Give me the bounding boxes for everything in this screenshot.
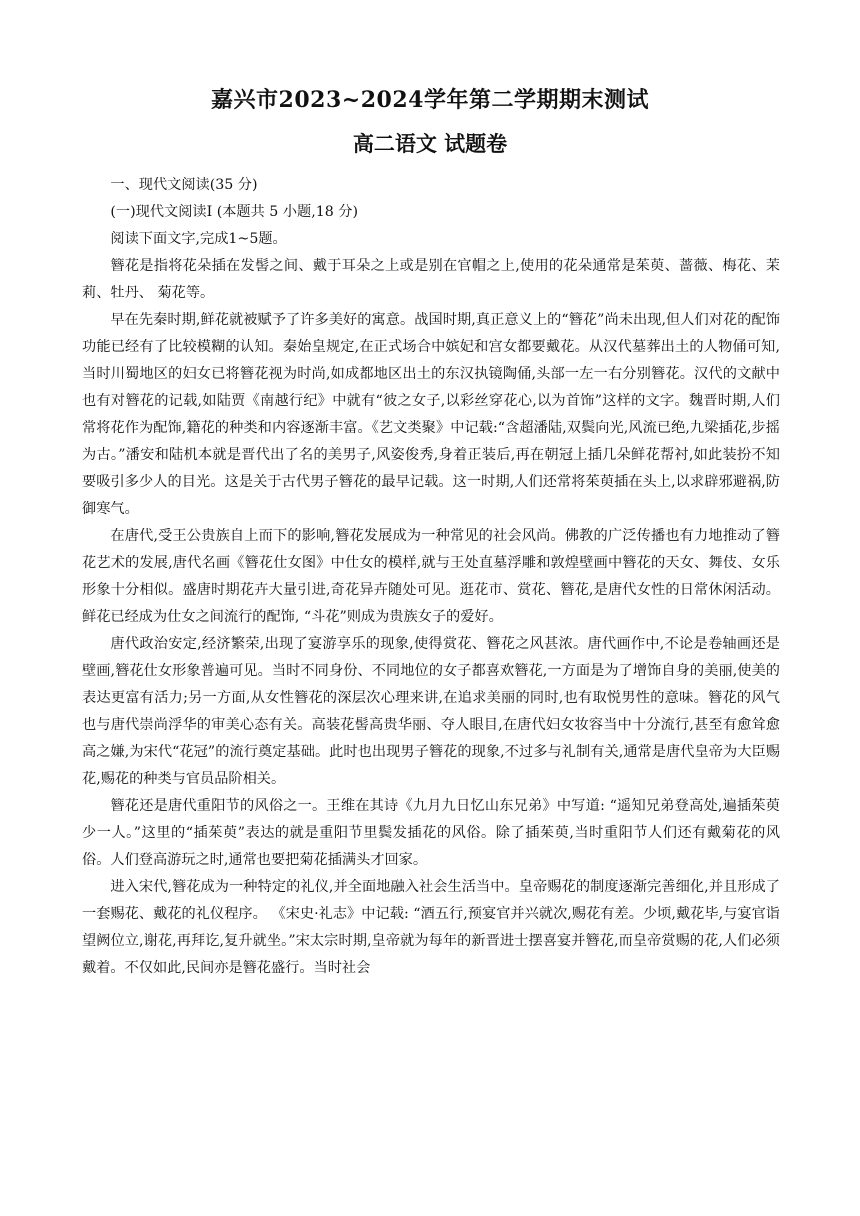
paragraph-6: 进入宋代,簪花成为一种特定的礼仪,并全面地融入社会生活当中。皇帝赐花的制度逐渐完善细化,并且形成了一套赐花、戴花的礼仪程序。 《宋史·礼志》中记载: “酒五行,预宴官并兴就次,赐花有差。少顷,戴花毕,与宴官诣望阙位立,谢花,再拜讫,复升就坐。”宋太宗时期,皇帝就为每年的新晋进士摆喜宴并簪花,而皇帝赏赐的花,人们必须戴着。不仅如此,民间亦是簪花盛行。当时社会 (82, 879, 780, 976)
section-subheading: (一)现代文阅读Ⅰ (本题共 5 小题,18 分) (110, 204, 359, 220)
paragraph-2: 早在先秦时期,鲜花就被赋予了许多美好的寓意。战国时期,真正意义上的“簪花”尚未出现,但人们对花的配饰功能已经有了比较模糊的认知。秦始皇规定,在正式场合中嫔妃和宫女都要戴花。从汉代墓葬出土的人物俑可知,当时川蜀地区的妇女已将簪花视为时尚,如成都地区出土的东汉执镜陶俑,头部一左一右分别簪花。汉代的文献中也有对簪花的记载,如陆贾《南越行纪》中就有“彼之女子,以彩丝穿花心,以为首饰”这样的文字。魏晋时期,人们常将花作为配饰,籍花的种类和内容逐渐丰富。《艺文类聚》中记载:“含超潘陆,双鬓向光,风流已绝,九梁插花,步摇为古。”潘安和陆机本就是晋代出了名的美男子,风姿俊秀,身着正装后,再在朝冠上插几朵鲜花帮衬,如此装扮不知要吸引多少人的目光。这是关于古代男子簪花的最早记载。这一时期,人们还常将茱萸插在头上,以求辟邪避祸,防御寒气。 (82, 312, 780, 517)
paragraph-5: 簪花还是唐代重阳节的风俗之一。王维在其诗《九月九日忆山东兄弟》中写道: “遥知兄弟登高处,遍插茱萸少一人。”这里的“插茱萸”表达的就是重阳节里鬓发插花的风俗。除了插茱萸,当时重阳节人们还有戴菊花的风俗。人们登高游玩之时,通常也要把菊花插满头才回家。 (82, 798, 780, 868)
reading-body (82, 172, 780, 982)
exam-title: 嘉兴市2023~2024学年第二学期期末测试 (211, 87, 649, 113)
instruction: 阅读下面文字,完成1~5题。 (110, 231, 287, 247)
paragraph-1: 簪花是指将花朵插在发髻之间、戴于耳朵之上或是别在官帽之上,使用的花朵通常是茱萸、蔷薇、梅花、茉莉、牡丹、 菊花等。 (82, 258, 780, 301)
exam-subtitle: 高二语文 试题卷 (352, 131, 508, 156)
paragraph-3: 在唐代,受王公贵族自上而下的影响,簪花发展成为一种常见的社会风尚。佛教的广泛传播也有力地推动了簪花艺术的发展,唐代名画《簪花仕女图》中仕女的模样,就与王处直墓浮雕和敦煌壁画中簪花的天女、舞伎、女乐形象十分相似。盛唐时期花卉大量引进,奇花异卉随处可见。逛花市、赏花、簪花,是唐代女性的日常休闲活动。鲜花已经成为仕女之间流行的配饰, “斗花”则成为贵族女子的爱好。 (82, 528, 780, 625)
section-heading: 一、现代文阅读(35 分) (110, 177, 258, 193)
paragraph-4: 唐代政治安定,经济繁荣,出现了宴游享乐的现象,使得赏花、簪花之风甚浓。唐代画作中,不论是卷轴画还是壁画,簪花仕女形象普遍可见。当时不同身份、不同地位的女子都喜欢簪花,一方面是为了增饰自身的美丽,使美的表达更富有活力;另一方面,从女性簪花的深层次心理来讲,在追求美丽的同时,也有取悦男性的意味。簪花的风气也与唐代崇尚浮华的审美心态有关。高装花髻高贵华丽、夺人眼目,在唐代妇女妆容当中十分流行,甚至有愈耸愈高之嫌,为宋代“花冠”的流行奠定基础。此时也出现男子簪花的现象,不过多与礼制有关,通常是唐代皇帝为大臣赐花,赐花的种类与官员品阶相关。 (82, 636, 780, 787)
